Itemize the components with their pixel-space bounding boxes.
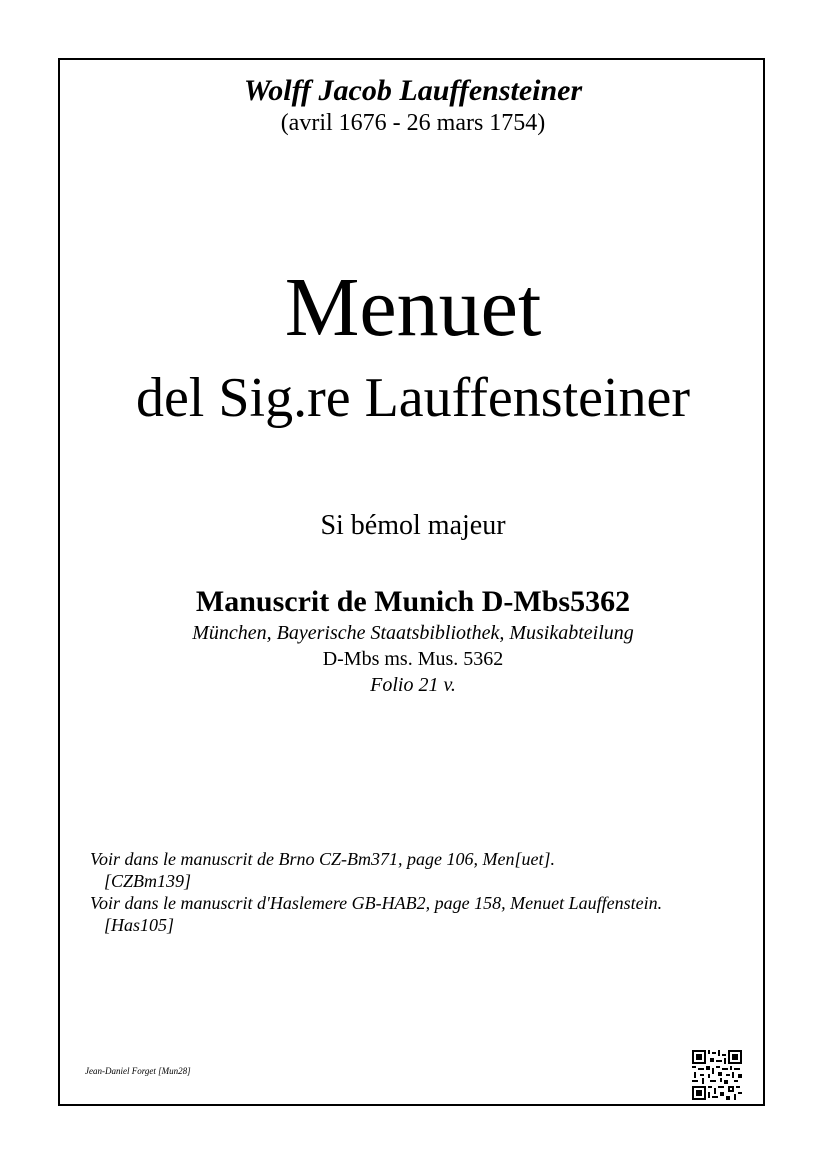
key-signature: Si bémol majeur — [320, 510, 506, 541]
concordance-note: Voir dans le manuscrit de Brno CZ-Bm371, page 106, Men[uet]. — [90, 849, 555, 869]
composer-dates: (avril 1676 - 26 mars 1754) — [280, 110, 546, 136]
concordance-note: Voir dans le manuscrit d'Haslemere GB-HAB2, page 158, Menuet Lauffenstein. — [90, 893, 663, 913]
piece-title: Menuet — [284, 261, 542, 354]
page-border — [58, 58, 765, 1106]
editor-credit: Jean-Daniel Forget [Mun28] — [85, 1066, 191, 1076]
qr-code-icon — [692, 1050, 742, 1100]
concordance-notes — [90, 848, 750, 936]
manuscript-folio: Folio 21 v. — [370, 674, 456, 696]
composer-name: Wolff Jacob Lauffensteiner — [243, 74, 583, 107]
manuscript-shelfmark: D-Mbs ms. Mus. 5362 — [322, 648, 504, 670]
concordance-ref: [CZBm139] — [104, 871, 192, 891]
piece-subtitle: del Sig.re Lauffensteiner — [135, 367, 691, 429]
manuscript-library: München, Bayerische Staatsbibliothek, Musikabteilung — [192, 622, 634, 644]
concordance-ref: [Has105] — [104, 915, 175, 935]
manuscript-title: Manuscrit de Munich D-Mbs5362 — [195, 585, 631, 618]
